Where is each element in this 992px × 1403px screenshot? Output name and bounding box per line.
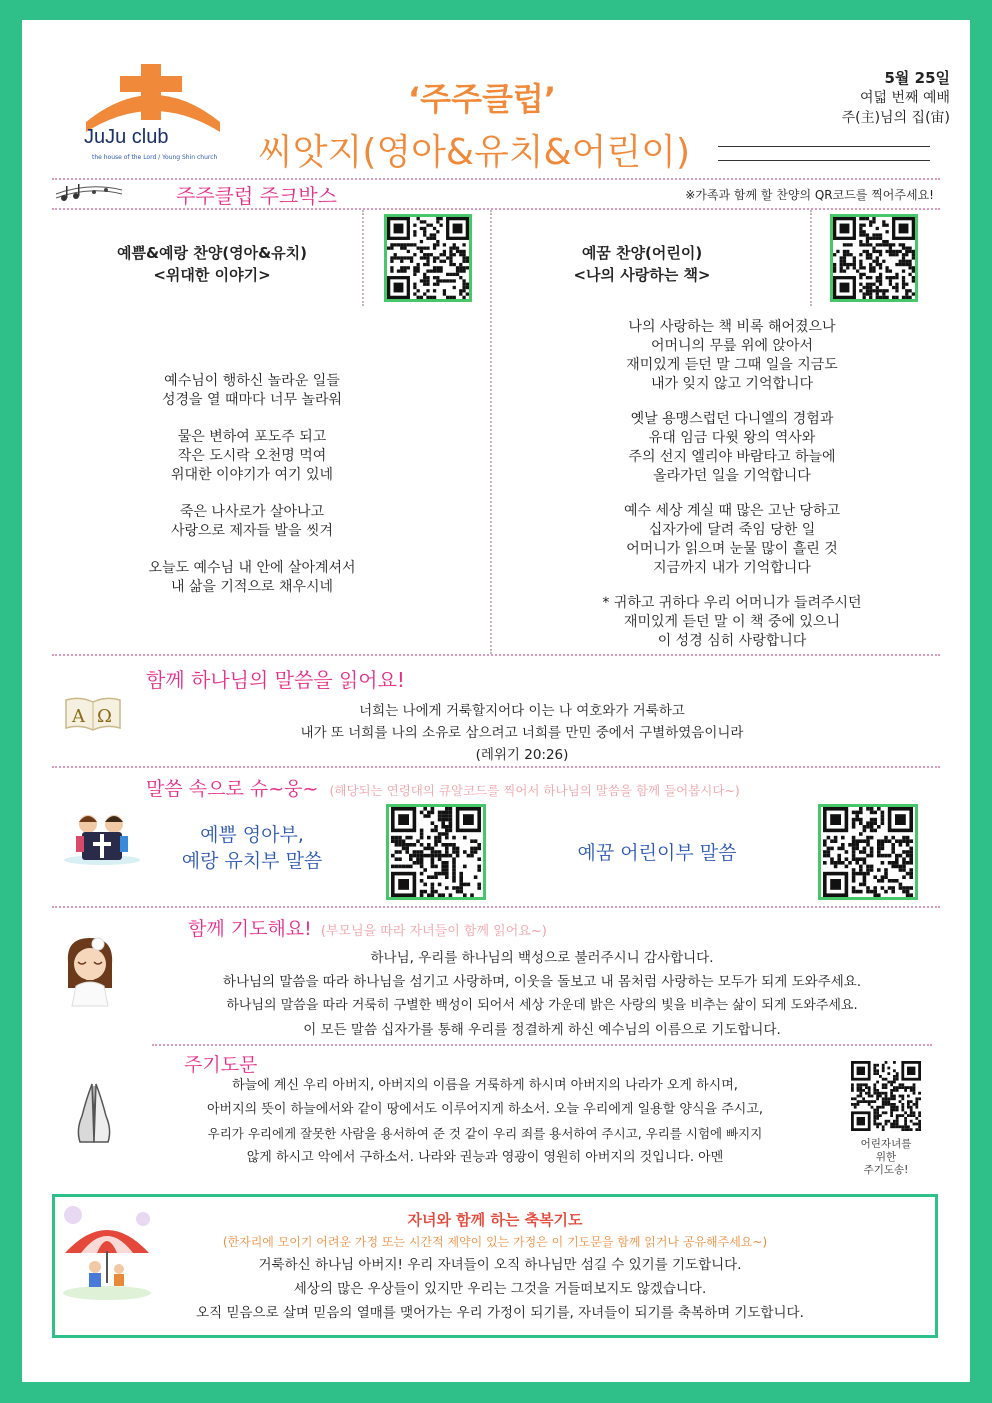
right-lyrics [522, 318, 942, 651]
lords-prayer-title: 주기도문 [184, 1054, 258, 1076]
word-reference: (레위기 20:26) [475, 747, 569, 763]
praying-hands-icon [66, 1080, 122, 1146]
alpha-omega-book-icon [62, 692, 124, 734]
divider-lords-prayer [152, 1044, 932, 1046]
lords-prayer-line: 하늘에 계신 우리 아버지, 아버지의 이름을 거룩하게 하시며 아버지의 나라가 오게 하시며, [232, 1078, 738, 1093]
svg-text:A: A [72, 706, 85, 727]
header-house: 주(主)님의 집(宙) [841, 110, 950, 126]
divider-word [52, 654, 940, 656]
children-reading-bible-icon [62, 810, 142, 866]
sermon-left-label [152, 822, 352, 874]
prayer-header [188, 914, 547, 941]
sermon-right-label: 예꿈 어린이부 말씀 [577, 842, 737, 864]
lyric-line: 어머니가 읽으며 눈물 많이 흘린 것 [626, 541, 838, 557]
lyric-line: 주의 선지 엘리야 바람타고 하늘에 [628, 449, 836, 465]
header-line-1 [718, 146, 930, 147]
word-title: 함께 하나님의 말씀을 읽어요! [146, 668, 405, 692]
prayer-line: 하나님, 우리를 하나님의 백성으로 불러주시니 감사합니다. [370, 950, 714, 966]
lyric-line: 옛날 용맹스럽던 다니엘의 경험과 [630, 411, 834, 427]
bulletin-page [22, 20, 970, 1382]
lyric-line: 올라가던 일을 기억합니다 [653, 468, 811, 484]
sermon-subtitle: (해당되는 연령대의 큐알코드를 찍어서 하나님의 말씀을 함께 들어봅시다~) [329, 783, 740, 798]
lyric-line: 재미있게 듣던 말 그때 일을 지금도 [626, 357, 838, 373]
logo [78, 60, 228, 170]
lyric-line: 재미있게 듣던 말 이 책 중에 있으니 [623, 614, 841, 630]
prayer-text [142, 946, 942, 1042]
lords-prayer-text [132, 1074, 838, 1170]
blessing-line: 세상의 많은 우상들이 있지만 우리는 그것을 거들떠보지도 않겠습니다. [293, 1281, 707, 1297]
header-worship: 여덟 번째 예배 [859, 90, 950, 106]
lyric-line: 죽은 나사로가 살아나고 [179, 504, 325, 520]
blessing-title: 자녀와 함께 하는 축복기도 [407, 1211, 583, 1229]
left-stanza [82, 372, 422, 410]
lyric-line: 이 성경 심히 사랑합니다 [657, 633, 807, 649]
lyric-line: 위대한 이야기가 여기 있네 [170, 467, 334, 483]
qr-code-left-song[interactable] [384, 214, 472, 302]
logo-tagline: the house of the Lord / Young Shin church [92, 154, 218, 161]
lyric-line: 어머니의 무릎 위에 앉아서 [650, 338, 814, 354]
vdivider-right-qr [810, 210, 812, 306]
vdivider-jukebox-center [490, 210, 492, 654]
prayer-line: 이 모든 말씀 십자가를 통해 우리를 정결하게 하신 예수님의 이름으로 기도합니다. [303, 1022, 781, 1038]
right-stanza [522, 318, 942, 394]
divider-prayer [52, 906, 940, 908]
qr-code-right-song[interactable] [830, 214, 918, 302]
lyric-line: 사랑으로 제자들 발을 씻겨 [170, 523, 334, 539]
lyric-line: 작은 도시락 오천명 먹여 [177, 448, 327, 464]
lyric-line: 유대 임금 다윗 왕의 역사와 [648, 430, 816, 446]
title-line-1: ‘주주클럽’ [408, 80, 556, 118]
right-stanza [522, 410, 942, 486]
sermon-left-label-1: 예쁨 영아부, [200, 824, 304, 846]
qr-code-icon [833, 217, 915, 299]
blessing-text [95, 1253, 905, 1325]
right-song-heading: 예꿈 찬양(어린이) [581, 244, 703, 262]
lyric-line: 예수님이 행하신 놀라운 일들 [164, 373, 340, 389]
qr-code-lords-prayer[interactable] [848, 1058, 924, 1134]
blessing-line: 거룩하신 하나님 아버지! 우리 자녀들이 오직 하나님만 섬길 수 있기를 기도합니다. [258, 1257, 742, 1273]
prayer-subtitle: (부모님을 따라 자녀들이 함께 읽어요~) [320, 924, 547, 939]
lyric-line: 십자가에 달려 죽임 당한 일 [648, 522, 816, 538]
lyric-line: 물은 변하여 포도주 되고 [177, 429, 327, 445]
divider-sermon [52, 766, 940, 768]
jukebox-note: ※가족과 함께 할 찬양의 QR코드를 찍어주세요! [685, 188, 934, 202]
left-song-heading: 예쁨&예랑 찬양(영아&유치) [117, 244, 307, 262]
left-stanza [82, 503, 422, 541]
right-song-title: <나의 사랑하는 책> [573, 266, 711, 284]
vdivider-left-qr [362, 210, 364, 306]
right-stanza [522, 594, 942, 651]
qr-caption-line: 주기도송! [863, 1164, 909, 1176]
lyric-line: 나의 사랑하는 책 비록 해어졌으나 [628, 319, 836, 335]
lyric-line: * 귀하고 귀하다 우리 어머니가 들려주시던 [602, 595, 862, 611]
word-line: 내가 또 너희를 나의 소유로 삼으려고 너희를 만민 중에서 구별하였음이니라 [300, 725, 744, 741]
left-stanza [82, 428, 422, 485]
qr-caption-line: 위한 [875, 1151, 897, 1163]
divider-jukebox [52, 208, 940, 210]
music-notes-icon [54, 180, 124, 204]
sermon-left-label-2: 예랑 유치부 말씀 [181, 850, 323, 872]
lyric-line: 오늘도 예수님 내 안에 살아계셔서 [148, 560, 356, 576]
lords-prayer-line: 않게 하시고 악에서 구하소서. 나라와 권능과 영광이 영원히 아버지의 것입니다. 아멘 [246, 1150, 724, 1165]
blessing-note: (한자리에 모이기 어려운 가정 또는 시간적 제약이 있는 가정은 이 기도문을 함께 읽거나 공유해주세요~) [222, 1235, 768, 1249]
blessing-box [52, 1194, 938, 1338]
left-lyrics [82, 372, 422, 597]
lyric-line: 성경을 열 때마다 너무 놀라워 [161, 392, 343, 408]
prayer-title: 함께 기도해요! [188, 918, 312, 940]
qr-code-sermon-right[interactable] [818, 804, 918, 900]
right-stanza [522, 502, 942, 578]
left-stanza [82, 559, 422, 597]
header-line-2 [718, 160, 930, 161]
word-text [212, 700, 832, 766]
word-line: 너희는 나에게 거룩할지어다 이는 나 여호와가 거룩하고 [359, 703, 685, 719]
left-song-title: <위대한 이야기> [153, 266, 271, 284]
praying-girl-icon [56, 932, 126, 1008]
qr-code-icon [851, 1061, 921, 1131]
lords-prayer-qr-caption [838, 1138, 934, 1177]
qr-code-icon [389, 807, 483, 897]
svg-text:Ω: Ω [97, 706, 112, 727]
sermon-header [146, 774, 740, 801]
title-line-2: 씨앗지(영아&유치&어린이) [258, 132, 690, 173]
lyric-line: 예수 세상 계실 때 많은 고난 당하고 [623, 503, 841, 519]
header-date-block [742, 68, 950, 128]
qr-code-icon [821, 807, 915, 897]
lyric-line: 지금까지 내가 기억합니다 [653, 560, 811, 576]
qr-code-sermon-left[interactable] [386, 804, 486, 900]
lyric-line: 내가 잊지 않고 기억합니다 [650, 376, 814, 392]
blessing-line: 오직 믿음으로 살며 믿음의 열매를 맺어가는 우리 가정이 되기를, 자녀들이 되기를 축복하며 기도합니다. [196, 1305, 804, 1321]
header-date: 5월 25일 [884, 69, 950, 87]
prayer-line: 하나님의 말씀을 따라 하나님을 섬기고 사랑하며, 이웃을 돌보고 내 몸처럼 사랑하는 모두가 되게 도와주세요. [222, 974, 862, 990]
logo-name: JuJu club [84, 126, 169, 148]
jukebox-title: 주주클럽 주크박스 [176, 184, 337, 208]
prayer-line: 하나님의 말씀을 따라 거룩히 구별한 백성이 되어서 세상 가운데 밝은 사랑의 빛을 비추는 삶이 되게 도와주세요. [226, 998, 858, 1013]
sermon-title: 말씀 속으로 슈~웅~ [146, 778, 319, 800]
qr-code-icon [387, 217, 469, 299]
qr-caption-line: 어린자녀를 [860, 1138, 912, 1150]
lords-prayer-line: 우리가 우리에게 잘못한 사람을 용서하여 준 것 같이 우리 죄를 용서하여 주시고, 우리를 시험에 빠지지 [207, 1126, 763, 1141]
lyric-line: 내 삶을 기적으로 채우시네 [170, 579, 334, 595]
lords-prayer-line: 아버지의 뜻이 하늘에서와 같이 땅에서도 이루어지게 하소서. 오늘 우리에게 일용할 양식을 주시고, [206, 1102, 764, 1117]
